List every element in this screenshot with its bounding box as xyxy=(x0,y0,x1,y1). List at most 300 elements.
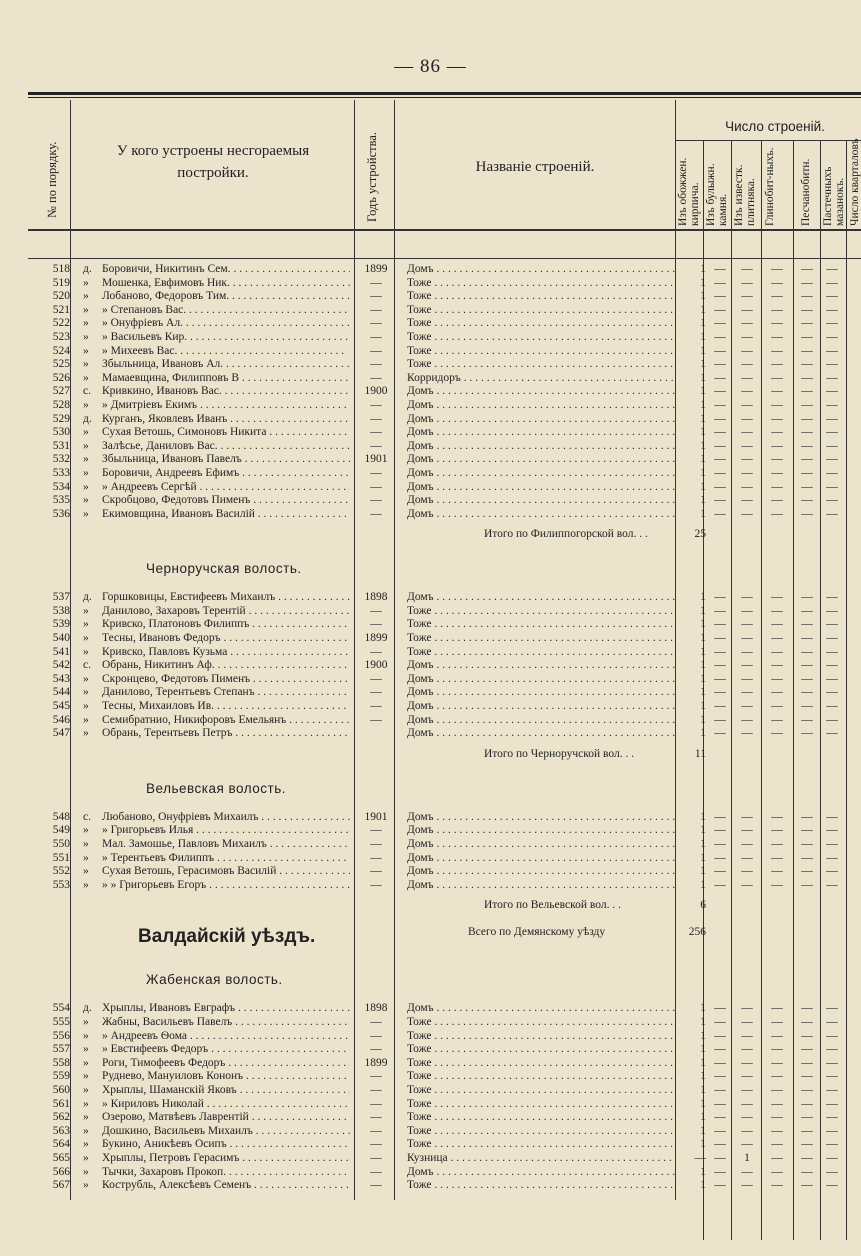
count-cell: — xyxy=(741,878,753,891)
settlement-type: » xyxy=(83,645,89,658)
building-name: Тоже . . . xyxy=(407,1070,675,1084)
owner-name: Озерово, Матвѣевъ Лаврентій . . . xyxy=(102,1111,350,1125)
building-count: 1 xyxy=(700,1097,706,1110)
building-name: Тоже . . . xyxy=(407,304,675,318)
count-cell: — xyxy=(714,1015,726,1028)
count-cell: — xyxy=(771,344,783,357)
count-cell: — xyxy=(801,1015,813,1028)
building-name: Домъ . . . xyxy=(407,686,675,700)
building-name: Домъ . . . xyxy=(407,811,675,825)
count-cell: — xyxy=(826,686,838,699)
count-cell: — xyxy=(826,591,838,604)
table-row xyxy=(28,646,861,660)
building-name: Тоже . . . xyxy=(407,277,675,291)
grand-total-label: Всего по Демянскому уѣзду xyxy=(468,926,606,939)
count-cell: — xyxy=(801,1029,813,1042)
count-cell: — xyxy=(771,824,783,837)
count-cell: — xyxy=(714,1070,726,1083)
count-cell: — xyxy=(741,317,753,330)
count-cell: 1 xyxy=(744,1151,750,1164)
count-cell: — xyxy=(741,1070,753,1083)
building-name: Корридоръ . . . xyxy=(407,372,675,386)
count-cell: — xyxy=(771,851,783,864)
building-count: 1 xyxy=(700,371,706,384)
table-row xyxy=(28,494,861,508)
top-rule-thin xyxy=(28,97,861,98)
count-cell: — xyxy=(826,507,838,520)
building-name: Тоже . . . xyxy=(407,1016,675,1030)
count-cell: — xyxy=(826,1083,838,1096)
count-cell: — xyxy=(771,303,783,316)
owner-name: Сухая Ветошь, Герасимовъ Василій . . . xyxy=(102,865,350,879)
row-number: 547 xyxy=(52,727,70,740)
count-cell: — xyxy=(801,494,813,507)
count-cell: — xyxy=(771,385,783,398)
building-name: Домъ . . . xyxy=(407,508,675,522)
count-cell: — xyxy=(801,713,813,726)
count-cell: — xyxy=(741,604,753,617)
section-heading xyxy=(28,960,861,1002)
count-cell: — xyxy=(826,672,838,685)
building-count: 1 xyxy=(700,810,706,823)
settlement-type: » xyxy=(83,824,89,837)
table-row xyxy=(28,1166,861,1180)
table-row xyxy=(28,591,861,605)
count-cell: — xyxy=(801,1165,813,1178)
count-cell: — xyxy=(826,700,838,713)
count-cell: — xyxy=(741,686,753,699)
row-number: 559 xyxy=(52,1070,70,1083)
owner-name: Скронцево, Федотовъ Пименъ . . . xyxy=(102,673,350,687)
building-name: Домъ . . . xyxy=(407,453,675,467)
table-row xyxy=(28,632,861,646)
settlement-type: » xyxy=(83,480,89,493)
year: — xyxy=(370,1043,382,1056)
settlement-type: » xyxy=(83,672,89,685)
owner-name: Обрань, Терентьевъ Петръ . . . xyxy=(102,727,350,741)
count-cell: — xyxy=(826,632,838,645)
building-count: 1 xyxy=(700,645,706,658)
owner-name: » Степановъ Вас. . . . xyxy=(102,304,350,318)
table-row xyxy=(28,440,861,454)
count-cell: — xyxy=(801,330,813,343)
count-cell: — xyxy=(801,344,813,357)
settlement-type: » xyxy=(83,713,89,726)
year: — xyxy=(370,439,382,452)
count-cell: — xyxy=(826,810,838,823)
settlement-type: » xyxy=(83,439,89,452)
building-count: 1 xyxy=(700,1083,706,1096)
year: — xyxy=(370,412,382,425)
count-cell: — xyxy=(801,632,813,645)
count-cell: — xyxy=(801,1151,813,1164)
count-cell: — xyxy=(771,412,783,425)
count-cell: — xyxy=(826,1015,838,1028)
count-cell: — xyxy=(801,838,813,850)
year: — xyxy=(370,1097,382,1110)
count-cell: — xyxy=(801,686,813,699)
year: — xyxy=(370,276,382,289)
table-row xyxy=(28,304,861,318)
row-number: 567 xyxy=(52,1179,70,1192)
owner-name: Кривско, Павловъ Кузьма . . . xyxy=(102,646,350,660)
count-cell: — xyxy=(801,426,813,439)
row-number: 531 xyxy=(52,439,70,452)
row-number: 527 xyxy=(52,385,70,398)
settlement-type: » xyxy=(83,851,89,864)
building-count: 1 xyxy=(700,1029,706,1042)
count-cell: — xyxy=(741,1083,753,1096)
table-row xyxy=(28,1043,861,1057)
building-name: Домъ . . . xyxy=(407,865,675,879)
settlement-type: » xyxy=(83,838,89,850)
building-count: 1 xyxy=(700,303,706,316)
building-name: Домъ . . . xyxy=(407,494,675,508)
settlement-type: » xyxy=(83,1097,89,1110)
count-cell: — xyxy=(771,659,783,672)
count-cell: — xyxy=(741,713,753,726)
row-number: 546 xyxy=(52,713,70,726)
owner-name: Хрыплы, Шаманскій Яковъ . . . xyxy=(102,1084,350,1098)
year: — xyxy=(370,480,382,493)
count-cell: — xyxy=(741,398,753,411)
page-number: — 86 — xyxy=(394,56,467,77)
count-cell: — xyxy=(714,632,726,645)
table-row xyxy=(28,1002,861,1016)
owner-name: Збыльница, Ивановъ Павелъ . . . xyxy=(102,453,350,467)
year: — xyxy=(370,303,382,316)
table-row xyxy=(28,852,861,866)
count-cell: — xyxy=(714,1043,726,1056)
year: — xyxy=(370,317,382,330)
count-cell: — xyxy=(801,878,813,891)
owner-name: Данилово, Захаровъ Терентій . . . xyxy=(102,605,350,619)
count-cell: — xyxy=(771,1083,783,1096)
count-cell: — xyxy=(801,645,813,658)
building-name: Тоже . . . xyxy=(407,358,675,372)
count-cell: — xyxy=(741,1179,753,1192)
count-cell: — xyxy=(714,290,726,303)
count-cell: — xyxy=(771,591,783,604)
count-cell: — xyxy=(714,713,726,726)
settlement-type: » xyxy=(83,1151,89,1164)
count-cell: — xyxy=(801,824,813,837)
building-count: 1 xyxy=(700,1015,706,1028)
count-cell: — xyxy=(771,1138,783,1151)
building-count: 1 xyxy=(700,494,706,507)
count-cell: — xyxy=(741,824,753,837)
building-name: Тоже . . . xyxy=(407,1179,675,1193)
rows-group-b xyxy=(28,591,861,741)
count-cell: — xyxy=(826,1070,838,1083)
count-cell: — xyxy=(741,838,753,850)
count-cell: — xyxy=(826,439,838,452)
table-row xyxy=(28,290,861,304)
settlement-type: » xyxy=(83,865,89,878)
header-owner: У кого устроены несгораемыя постройки. xyxy=(116,143,310,181)
owner-name: Кривско, Платоновъ Филиппъ . . . xyxy=(102,618,350,632)
count-cell: — xyxy=(714,412,726,425)
count-cell: — xyxy=(714,276,726,289)
count-cell: — xyxy=(826,1124,838,1137)
building-name: Домъ . . . xyxy=(407,440,675,454)
owner-name: Мамаевщина, Филипповъ В . . . xyxy=(102,372,350,386)
building-count: 1 xyxy=(700,344,706,357)
count-cell: — xyxy=(826,494,838,507)
count-cell: — xyxy=(714,824,726,837)
owner-name: » » Григорьевъ Егоръ . . . xyxy=(102,879,350,893)
count-cell: — xyxy=(801,439,813,452)
count-cell: — xyxy=(771,1070,783,1083)
count-cell: — xyxy=(741,727,753,740)
row-number: 528 xyxy=(52,398,70,411)
settlement-type: » xyxy=(83,466,89,479)
total-row xyxy=(28,521,861,549)
header-sub: Изъ известк. плитняка. xyxy=(733,164,757,226)
owner-name: Екимовщина, Ивановъ Василій . . . xyxy=(102,508,350,522)
count-cell: — xyxy=(714,385,726,398)
year: 1898 xyxy=(364,1002,388,1015)
settlement-type: » xyxy=(83,632,89,645)
total-label: Итого по Филиппогорской вол. . . xyxy=(484,528,648,540)
row-number: 522 xyxy=(52,317,70,330)
row-number: 532 xyxy=(52,453,70,466)
table-row xyxy=(28,385,861,399)
table-row xyxy=(28,358,861,372)
count-cell: — xyxy=(801,466,813,479)
building-count: 1 xyxy=(700,659,706,672)
count-cell: — xyxy=(714,1029,726,1042)
year: — xyxy=(370,330,382,343)
count-cell: — xyxy=(741,672,753,685)
building-count: 1 xyxy=(700,426,706,439)
building-count: 1 xyxy=(700,1138,706,1151)
count-cell: — xyxy=(714,1124,726,1137)
settlement-type: » xyxy=(83,303,89,316)
building-name: Домъ . . . xyxy=(407,413,675,427)
settlement-type: » xyxy=(83,1056,89,1069)
row-number: 558 xyxy=(52,1056,70,1069)
settlement-type: » xyxy=(83,426,89,439)
count-cell: — xyxy=(771,507,783,520)
row-number: 564 xyxy=(52,1138,70,1151)
year: — xyxy=(370,398,382,411)
year: 1900 xyxy=(364,659,388,672)
building-count: — xyxy=(694,1151,706,1164)
building-name: Домъ . . . xyxy=(407,399,675,413)
count-cell: — xyxy=(826,1151,838,1164)
table-row xyxy=(28,1125,861,1139)
count-cell: — xyxy=(826,317,838,330)
settlement-type: » xyxy=(83,1070,89,1083)
count-cell: — xyxy=(741,1138,753,1151)
count-cell: — xyxy=(714,810,726,823)
count-cell: — xyxy=(801,659,813,672)
building-count: 1 xyxy=(700,412,706,425)
table-row xyxy=(28,317,861,331)
count-cell: — xyxy=(801,810,813,823)
count-cell: — xyxy=(801,1097,813,1110)
count-cell: — xyxy=(826,618,838,631)
building-count: 1 xyxy=(700,1070,706,1083)
count-cell: — xyxy=(801,303,813,316)
year: 1899 xyxy=(364,263,388,275)
count-cell: — xyxy=(741,1056,753,1069)
count-cell: — xyxy=(741,1124,753,1137)
count-cell: — xyxy=(801,851,813,864)
row-number: 541 xyxy=(52,645,70,658)
count-cell: — xyxy=(771,480,783,493)
count-cell: — xyxy=(771,1015,783,1028)
uezd-title: Валдайскій уѣздъ. xyxy=(138,926,316,948)
table-row xyxy=(28,426,861,440)
count-cell: — xyxy=(801,507,813,520)
count-cell: — xyxy=(771,727,783,740)
count-cell: — xyxy=(771,1111,783,1124)
header-count-group: Число строеній. xyxy=(725,119,825,134)
count-cell: — xyxy=(801,1043,813,1056)
owner-name: » Васильевъ Кир. . . . xyxy=(102,331,350,345)
settlement-type: » xyxy=(83,618,89,631)
count-cell: — xyxy=(714,1097,726,1110)
count-cell: — xyxy=(826,604,838,617)
total-value: 25 xyxy=(694,528,706,541)
settlement-type: » xyxy=(83,1083,89,1096)
table-row xyxy=(28,605,861,619)
year: — xyxy=(370,672,382,685)
count-cell: — xyxy=(801,618,813,631)
total-value: 6 xyxy=(700,899,706,912)
count-cell: — xyxy=(801,1179,813,1192)
year: — xyxy=(370,1083,382,1096)
owner-name: Обрань, Никитинъ Аф. . . . xyxy=(102,659,350,673)
table-row xyxy=(28,659,861,673)
count-cell: — xyxy=(801,1111,813,1124)
building-count: 1 xyxy=(700,439,706,452)
count-cell: — xyxy=(771,700,783,713)
count-cell: — xyxy=(714,1151,726,1164)
header-sub: Глинобит-ныхъ. xyxy=(764,147,776,226)
count-cell: — xyxy=(826,480,838,493)
header-rule xyxy=(28,229,861,231)
building-name: Тоже . . . xyxy=(407,331,675,345)
count-cell: — xyxy=(741,1015,753,1028)
uezd-heading xyxy=(28,920,861,960)
owner-name: Горшковицы, Евстифеевъ Михаилъ . . . xyxy=(102,591,350,605)
year: 1900 xyxy=(364,385,388,398)
owner-name: Хрыплы, Петровъ Герасимъ . . . xyxy=(102,1152,350,1166)
total-label: Итого по Черноручской вол. . . xyxy=(484,748,634,760)
count-cell: — xyxy=(771,1002,783,1015)
count-cell: — xyxy=(741,426,753,439)
row-number: 529 xyxy=(52,412,70,425)
owner-name: Любаново, Онуфріевъ Михаилъ . . . xyxy=(102,811,350,825)
year: — xyxy=(370,358,382,371)
count-cell: — xyxy=(826,1043,838,1056)
count-cell: — xyxy=(801,358,813,371)
owner-name: Залѣсье, Даниловъ Вас. . . . xyxy=(102,440,350,454)
building-count: 1 xyxy=(700,1002,706,1015)
count-cell: — xyxy=(826,385,838,398)
table-row xyxy=(28,1138,861,1152)
count-cell: — xyxy=(741,290,753,303)
count-cell: — xyxy=(741,851,753,864)
owner-name: » Андреевъ Ѳома . . . xyxy=(102,1030,350,1044)
building-name: Тоже . . . xyxy=(407,1043,675,1057)
table-row xyxy=(28,1030,861,1044)
count-cell: — xyxy=(771,604,783,617)
count-cell: — xyxy=(714,1165,726,1178)
count-cell: — xyxy=(801,1070,813,1083)
count-cell: — xyxy=(826,659,838,672)
row-number: 560 xyxy=(52,1083,70,1096)
count-cell: — xyxy=(771,645,783,658)
row-number: 521 xyxy=(52,303,70,316)
settlement-type: д. xyxy=(83,1002,92,1015)
building-name: Домъ . . . xyxy=(407,1166,675,1180)
year: — xyxy=(370,645,382,658)
owner-name: Тесны, Михаиловъ Ив. . . . xyxy=(102,700,350,714)
count-cell: — xyxy=(826,303,838,316)
year: — xyxy=(370,426,382,439)
year: — xyxy=(370,700,382,713)
building-name: Тоже . . . xyxy=(407,1030,675,1044)
building-count: 1 xyxy=(700,385,706,398)
settlement-type: » xyxy=(83,1165,89,1178)
building-name: Тоже . . . xyxy=(407,618,675,632)
building-name: Домъ . . . xyxy=(407,426,675,440)
count-cell: — xyxy=(714,507,726,520)
building-count: 1 xyxy=(700,1056,706,1069)
building-name: Тоже . . . xyxy=(407,1084,675,1098)
count-cell: — xyxy=(714,439,726,452)
count-cell: — xyxy=(714,618,726,631)
count-cell: — xyxy=(741,263,753,275)
row-number: 523 xyxy=(52,330,70,343)
building-name: Домъ . . . xyxy=(407,727,675,741)
count-cell: — xyxy=(801,1002,813,1015)
table-row xyxy=(28,879,861,893)
building-count: 1 xyxy=(700,824,706,837)
row-number: 544 xyxy=(52,686,70,699)
count-cell: — xyxy=(741,371,753,384)
building-count: 1 xyxy=(700,358,706,371)
row-number: 525 xyxy=(52,358,70,371)
row-number: 540 xyxy=(52,632,70,645)
building-name: Домъ . . . xyxy=(407,700,675,714)
owner-name: » Евстифеевъ Федоръ . . . xyxy=(102,1043,350,1057)
year: 1899 xyxy=(364,632,388,645)
count-cell: — xyxy=(771,865,783,878)
building-count: 1 xyxy=(700,604,706,617)
building-count: 1 xyxy=(700,1043,706,1056)
count-cell: — xyxy=(771,398,783,411)
count-cell: — xyxy=(741,466,753,479)
count-cell: — xyxy=(714,330,726,343)
row-number: 533 xyxy=(52,466,70,479)
count-cell: — xyxy=(741,439,753,452)
owner-name: » Дмитріевъ Екимъ . . . xyxy=(102,399,350,413)
count-cell: — xyxy=(771,371,783,384)
count-cell: — xyxy=(714,878,726,891)
count-cell: — xyxy=(741,810,753,823)
row-number: 538 xyxy=(52,604,70,617)
building-name: Тоже . . . xyxy=(407,1138,675,1152)
row-number: 566 xyxy=(52,1165,70,1178)
section-title: Жабенская волость. xyxy=(146,972,283,988)
count-cell: — xyxy=(741,1165,753,1178)
grand-total-value: 256 xyxy=(688,926,706,939)
